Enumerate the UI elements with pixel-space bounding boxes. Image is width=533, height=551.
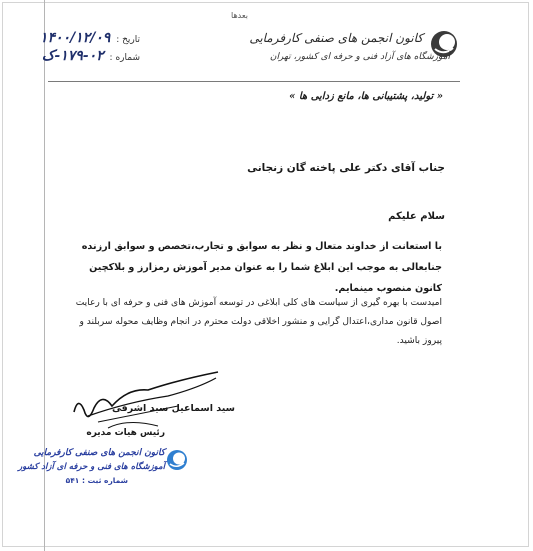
greeting: سلام علیکم — [388, 211, 445, 222]
paragraph-wishes: امیدست با بهره گیری از سیاست های کلی ابلاغی در توسعه آموزش های فنی و حرفه ای با رعایت اصول قانون مداری،اعتدال گرایی و منشور اخلاقی دولت محترم در انجام وظایف محوله سربلند و پیروز باشید. — [75, 298, 442, 346]
signatory-name: سید اسماعیل سید اشرفی — [111, 403, 235, 414]
date-label: تاریخ : — [116, 35, 140, 45]
date-value: ۱۴۰۰/۱۲/۰۹ — [39, 30, 111, 46]
header-divider — [48, 81, 460, 82]
number-field — [28, 48, 140, 64]
number-label: شماره : — [109, 53, 140, 63]
signatory-title: رئیس هیات مدیره — [86, 428, 165, 438]
date-field — [28, 30, 140, 46]
paragraph-appointment: با استعانت از خداوند متعال و نظر به سوابق و تجارب،تخصص و سوابق ارزنده جنابعالی به موجب این ابلاغ شما را به عنوان مدیر آموزش رمزارز و بلاکچین کانون منصوب مینمایم. — [81, 241, 442, 294]
recipient: جناب آقای دکتر علی پاخته گان زنجانی — [247, 162, 445, 174]
slogan: « تولید، پشتیبانی ها، مانع زدایی ها » — [289, 91, 443, 102]
stamp-line-sub: آموزشگاه های فنی و حرفه ای آزاد کشور — [18, 462, 165, 472]
org-name: کانون انجمن های صنفی کارفرمایی — [249, 31, 423, 45]
top-mark: بعدها — [231, 11, 248, 20]
stamp-line-reg: شماره ثبت : ۵۴۱ — [65, 476, 128, 485]
org-subtitle: آموزشگاه های آزاد فنی و حرفه ای کشور، تهران — [269, 52, 450, 62]
stamp-line-org: کانون انجمن های صنفی کارفرمایی — [33, 448, 165, 458]
stamp-logo-icon — [166, 449, 188, 471]
number-value: ۱۷۹-۰۲-ک — [41, 48, 104, 64]
signature-scribble-icon — [68, 366, 228, 436]
